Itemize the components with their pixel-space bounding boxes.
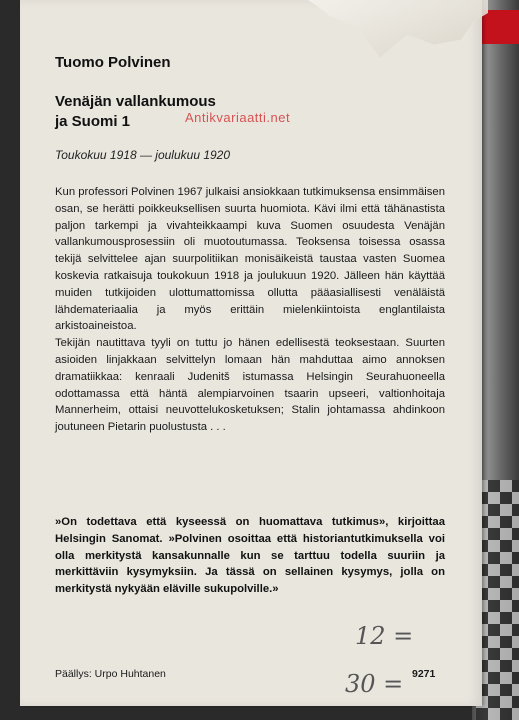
- handwritten-price-2: 30 =: [345, 670, 404, 698]
- handwritten-price-1: 12 =: [355, 622, 414, 650]
- blurb-text: [55, 184, 445, 436]
- spine-checker-pattern: [476, 480, 519, 720]
- blurb-paragraph-2: Tekijän nautittava tyyli on tuttu jo hänen edellisestä teoksestaan. Suurten asioiden linjakkaan selvittelyn lomaan hän mahduttaa aimo annoksen dramatiikkaa: kenraali Judenitš istumassa Helsingin Seurahuoneella odottamassa että häntä alempiarvoinen tsaarin upseeri, valtionhoitaja Mannerheim, ottaisi neuvottelukosketuksen; Stalin johtamassa ahdinkoon joutuneen Pietarin puolustusta . . .: [55, 337, 445, 434]
- review-quote: »On todettava että kyseessä on huomattava tutkimus», kirjoittaa Helsingin Sanomat. »Polvinen osoittaa että historiantutkimuksella voi olla merkitystä kansakunnalle kun se tarttuu todella suuriin ja merkittäviin kysymyksiin. Ja tässä on sellainen kysymys, jolla on merkitystä nykyään eläville sukupolville.»: [55, 516, 445, 596]
- author-name: Tuomo Polvinen: [55, 54, 171, 71]
- torn-corner: [308, 0, 488, 72]
- product-code: 9271: [412, 668, 436, 680]
- title-line-2: ja Suomi 1: [55, 113, 131, 130]
- seller-stamp: Antikvariaatti.net: [185, 110, 291, 125]
- blurb-paragraph-1: Kun professori Polvinen 1967 julkaisi ansiokkaan tutkimuksensa ensimmäisen osan, se herätti poikkeuksellisen suurta huomiota. Kävi ilmi että tähänastista paljon tarkempi ja vivahteikkaampi kuva Suomen osuudesta Venäjän vallankumousprosessiin oli muotoutumassa. Teoksensa toisessa osassa tekijä selvittelee ajan suurpolitiikan monisäikeistä taustaa vasten Suomea koskevia ratkaisuja toukokuun 1918 ja joulukuun 1920. Jälleen hän käyttää muiden tutkijoiden ulottumattomissa ollutta pääasiallisesti venäläistä lähdemateriaalia ja myös erittäin mielenkiintoista englantilaista arkistoaineistoa.: [55, 186, 445, 333]
- title-line-1: Venäjän vallankumous: [55, 93, 216, 110]
- cover-credit: Päällys: Urpo Huhtanen: [55, 668, 166, 680]
- book-subtitle: Toukokuu 1918 — joulukuu 1920: [55, 148, 231, 162]
